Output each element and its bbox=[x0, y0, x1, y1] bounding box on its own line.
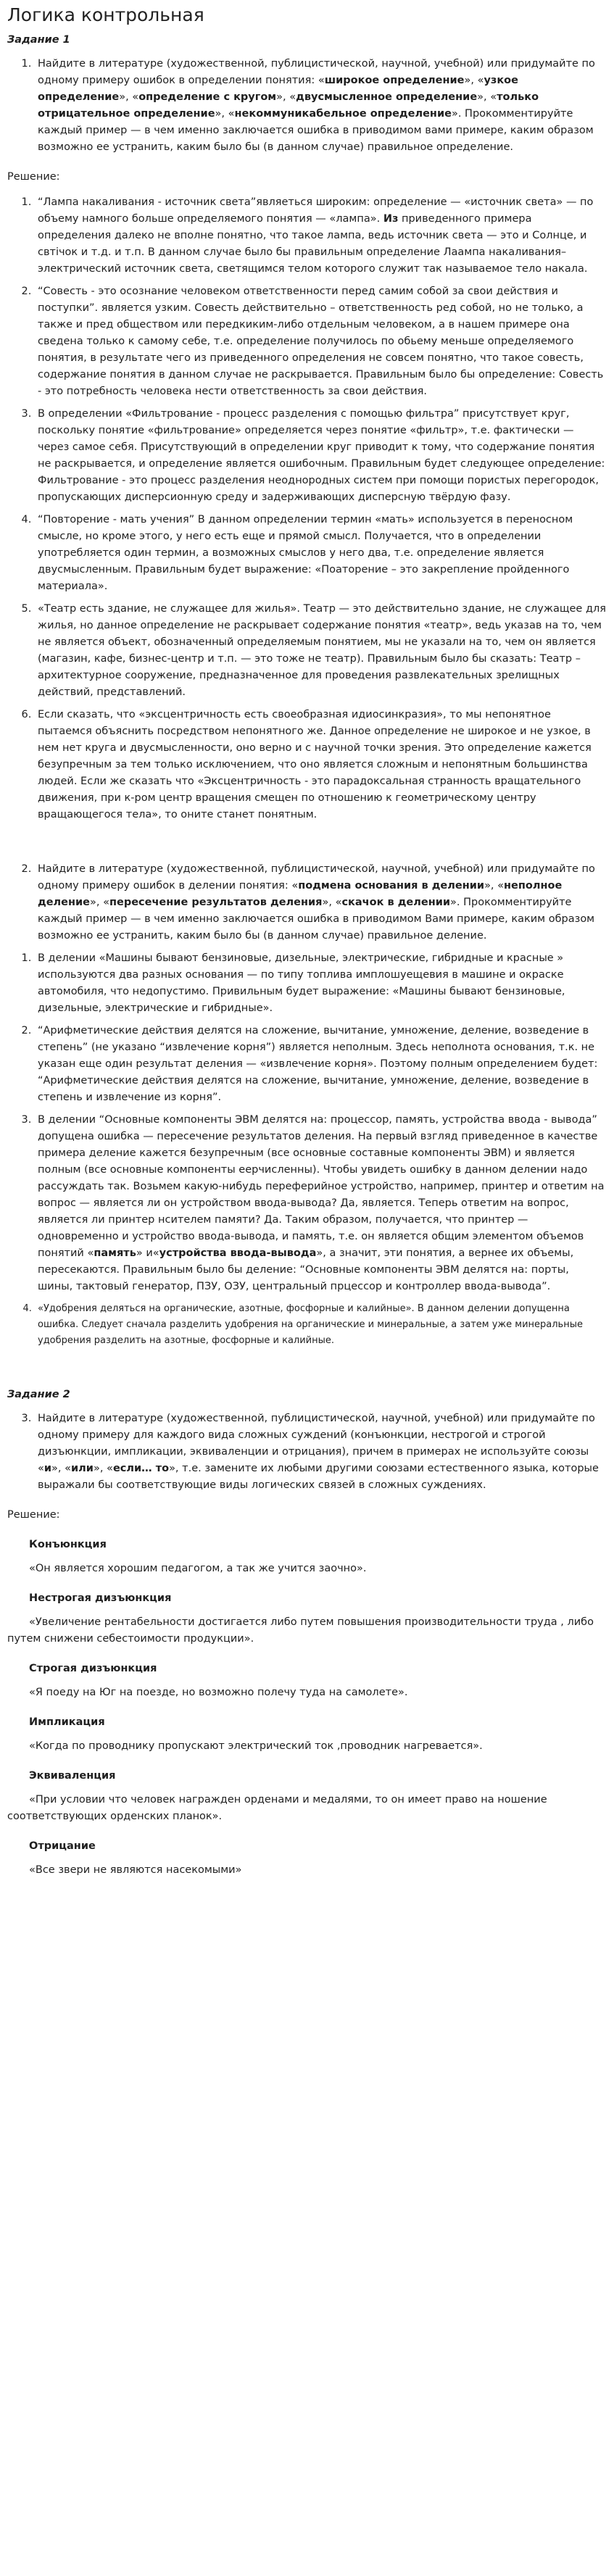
answer2-item: 2. “Арифметические действия делятся на сложение, вычитание, умножение, деление, возведение в степень” (не указано “извлечение корня”) является неполным. Здесь неполнота основания, т.к. не указан еще один результат деления — «извлечение корня». Поэтому полным определением будет: “Арифметические действия делятся на сложение, вычитание, умножение, деление, возведение в степень и извлечение из корня”. bbox=[35, 1023, 607, 1106]
category-example: «Все звери не являются насекомыми» bbox=[29, 1864, 242, 1876]
solution-label-2: Решение: bbox=[7, 1509, 60, 1521]
answers2-list bbox=[7, 950, 607, 1349]
term-incomplete-division: неполное деление bbox=[38, 880, 563, 908]
answer2-item: 1. В делении «Машины бывают бензиновые, дизельные, электрические, гибридные и красные » используются два разных основания — по типу топлива имплошуещевия в машине и окраске автомобиля, что недопустимо. Привильным будет выражение: «Машины бывают бензиновые, дизельные, электрические и гибридные». bbox=[35, 950, 607, 1017]
answer-item: 1. “Лампа накаливания - источник света”являеться широким: определение — «источник света» — по объему намного больше определяемого понятия — «лампа». Из приведенного примера определения далеко не вполне понятно, что такое лампа, ведь источник света — это и Солнце, и свтічок и т.д. и т.п. В данном случае было бы правильным определение Лаампа накаливания–электрический источник света, светящимся телом которого служит так называемое тело накала. bbox=[35, 194, 607, 278]
task1-question2: 2. Найдите в литературе (художественной, публицистической, научной, учебной) или придумайте по одному примеру ошибок в делении понятия: «подмена основания в делении», «неполное деление», «пересечение результатов деления», «скачок в делении». Прокомментируйте каждый пример — в чем именно заключается ошибка в приводимом Вами примере, каким образом возможно ее устранить, каким было бы (в данном случае) правильное деление. bbox=[35, 861, 607, 944]
term-ambiguous: двусмысленное определение bbox=[296, 91, 478, 103]
category-example: «Он является хорошим педагогом, а так же учится заочно». bbox=[29, 1563, 367, 1574]
answer-item: 4. “Повторение - мать учения” В данном определении термин «мать» используется в переносном смысле, но кроме этого, у него есть еще и прямой смысл. Получается, что в определении употребляется один термин, а возможных смыслов у него два, т.е. определение является двусмысленным. Правильным будет выражение: «Поаторение – это закрепление пройденного материала». bbox=[35, 512, 607, 595]
category-example: «При условии что человек награжден орденами и медалями, то он имеет право на ношение соответствующих орденских планок». bbox=[7, 1794, 547, 1822]
category-example: «Когда по проводнику пропускают электрический ток ,проводник нагревается». bbox=[29, 1740, 483, 1752]
task1-label: Задание 1 bbox=[7, 34, 70, 46]
category-title: Нестрогая дизъюнкция bbox=[29, 1592, 172, 1604]
term-broad: широкое определение bbox=[324, 75, 465, 86]
category-title: Эквиваленция bbox=[29, 1770, 116, 1782]
term-narrow: узкое определение bbox=[38, 75, 518, 103]
category-example: «Увеличение рентабельности достигается либо путем повышения производительности труда , либо путем снижени себестоимости продукции». bbox=[7, 1616, 594, 1645]
task1-question: 1. Найдите в литературе (художественной, публицистической, научной, учебной) или придумайте по одному примеру ошибок в определении понятия: «широкое определение», «узкое определение», «определение с кругом», «двусмысленное определение», «только отрицательное определение», «некоммуникабельное определение». Прокомментируйте каждый пример — в чем именно заключается ошибка в приводимом вами примере, каким образом возможно ее устранить, каким было бы (в данном случае) правильное определение. bbox=[35, 56, 607, 156]
term-circle: определение с кругом bbox=[138, 91, 277, 103]
term-intersection: пересечение результатов деления bbox=[109, 897, 323, 908]
category-title: Отрицание bbox=[29, 1840, 96, 1852]
task2-question-list bbox=[7, 1410, 607, 1494]
answer2-item: 3. В делении “Основные компоненты ЭВМ делятся на: процессор, память, устройства ввода - вывода” допущена ошибка — пересечение результатов деления. На первый взгляд приведенное в качестве примера деление кажется безупречным (все основные составные компоненты ЭВМ) и является полным (все основные компоненты еерчисленны). Чтобы увидеть ошибку в данном делении надо рассуждать так. Возьмем какую-нибудь переферийное устройство, например, принтер и ответим на вопрос — является ли он устройством ввода-вывода? Да, является. Теперь ответим на вопрос, является ли принтер нсителем памяти? Да. Таким образом, получается, что принтер — одновременно и устройство ввода-вывода, и память, т.е. он является общим элементом объемов понятий «память» и«устройства ввода-вывода», а значит, эти понятия, а вернее их объемы, пересекаются. Правильным было бы деление: “Основные компоненты ЭВМ делятся на: порты, шины, тактовый генератор, ПЗУ, ОЗУ, центральный прцессор и контроллер ввода-вывода”. bbox=[35, 1112, 607, 1295]
answer-item: 6. Если сказать, что «эксцентричность есть своеобразная идиосинкразия», то мы непонятное пытаемся объяснить посредством непонятного же. Данное определение не широкое и не узкое, в нем нет круга и двусмысленности, оно верно и с научной точки зрения. Это определение кажется безупречным за тем только исключением, что оно является сложным и непонятным большинства людей. Если же сказать что «Эксцентричность - это парадоксальная странность вращательного движения, при к-ром центр вращения смещен по отношению к геометрическому центру вращающегося тела», то оните станет понятным. bbox=[35, 707, 607, 823]
task1-question-list bbox=[7, 56, 607, 156]
task2-label: Задание 2 bbox=[7, 1389, 70, 1400]
answer-item: 3. В определении «Фильтрование - процесс разделения с помощью фильтра” присутствует круг, поскольку понятие «фильтрование» определяется через понятие «фильтр», т.е. фактически — через самое себя. Присутствующий в определении круг приводит к тому, что содержание понятия не раскрывается, и определение является ошибочным. Правильным будет следующее определение: Фильтрование - это процесс разделения неоднородных систем при помощи пористых перегородок, пропускающих дисперсионную среду и задерживающих дисперсную твёрдую фазу. bbox=[35, 406, 607, 506]
answer-item: 5. «Театр есть здание, не служащее для жилья». Театр — это действительно здание, не служащее для жилья, но данное определение не раскрывает содержание понятия «театр», ведь указав на то, чем не является объект, обозначенный определяемым понятием, мы не указали на то, чем он является (магазин, кафе, бизнес-центр и т.п. — это тоже не театр). Правильным было бы сказать: Театр – архитектурное сооружение, предназначенное для проведения развлекательных зрелищных действий, представлений. bbox=[35, 601, 607, 701]
answer2-item: 4. «Удобрения деляться на органические, азотные, фосфорные и калийные». В данном делении допущенна ошибка. Следует сначала разделить удобрения на органические и минеральные, а затем уже минеральные удобрения разделить на азотные, фосфорные и калийные. bbox=[35, 1301, 607, 1349]
category-title: Конъюнкция bbox=[29, 1539, 107, 1550]
page-title: Логика контрольная bbox=[7, 4, 204, 25]
term-noncommunicative: некоммуникабельное определение bbox=[234, 108, 452, 120]
category-title: Импликация bbox=[29, 1716, 105, 1728]
term-basis-substitution: подмена основания в делении bbox=[298, 880, 485, 892]
solution-label: Решение: bbox=[7, 171, 60, 183]
answer-item: 2. “Совесть - это осознание человеком ответственности перед самим собой за свои действия и поступки”. является узким. Совесть действительно – ответственность ред собой, но не только, а также и пред обществом или передкиким-либо отдельным человеком, а в нашем примере она сведена только к самому себе, т.е. определение получилось по обьему меньше определяемого понятия, в результате чего из приведенного определения не совсем понятно, что такое совесть, содержание понятия в данном случае не раскрывается. Правильным было бы определение: Совесть - это потребность человека нести ответственность за свои действия. bbox=[35, 283, 607, 400]
category-title: Строгая дизъюнкция bbox=[29, 1663, 157, 1674]
task2-question: 3. Найдите в литературе (художественной, публицистической, научной, учебной) или придумайте по одному примеру для каждого вида сложных суждений (конъюнкции, нестрогой и строгой дизъюнкции, импликации, эквиваленции и отрицания), причем в примерах не используйте союзы «и», «или», «если… то», т.е. замените их любыми другими союзами естественного языка, которые выражали бы соответствующие виды логических связей в сложных суждениях. bbox=[35, 1410, 607, 1494]
task1-question2-list bbox=[7, 861, 607, 944]
term-jump: скачок в делении bbox=[341, 897, 451, 908]
term-negative: только отрицательное определение bbox=[38, 91, 539, 120]
answers-list bbox=[7, 194, 607, 823]
category-example: «Я поеду на Юг на поезде, но возможно полечу туда на самолете». bbox=[29, 1687, 408, 1698]
